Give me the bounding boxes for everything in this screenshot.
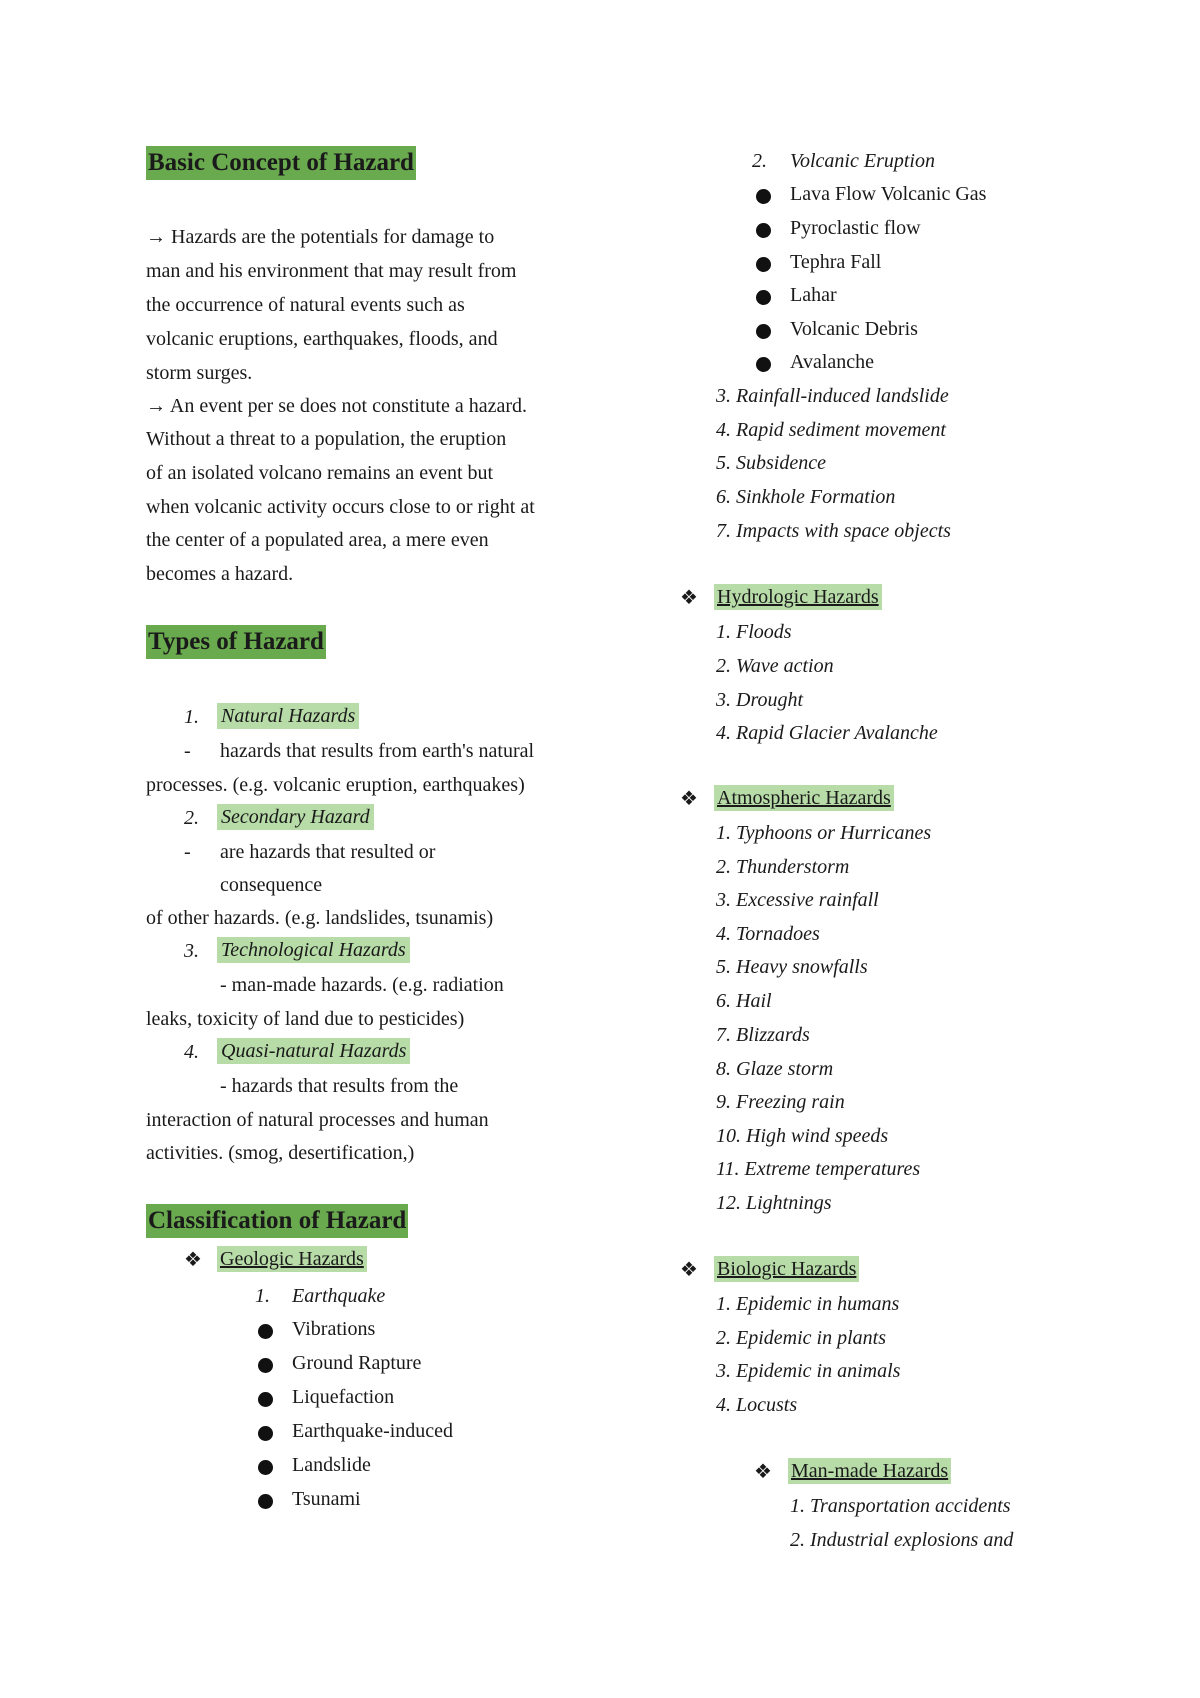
diamond-bullet-icon: ❖ [680,587,698,609]
heading-geologic-hazards: Geologic Hazards [217,1246,367,1272]
bullet-icon [258,1392,273,1407]
volcanic-item: Avalanche [790,351,875,373]
atmospheric-item: 5. Heavy snowfalls [716,956,868,978]
list-number: 2. [752,150,767,172]
atmospheric-item: 6. Hail [716,990,772,1012]
type-desc-line: activities. (smog, desertification,) [146,1142,415,1164]
hydrologic-item: 1. Floods [716,621,792,643]
type-desc-line: of other hazards. (e.g. landslides, tsunamis) [146,907,494,929]
type-desc-line: leaks, toxicity of land due to pesticides) [146,1008,465,1030]
geologic-item: 3. Rainfall-induced landslide [716,385,949,407]
type-desc-line: processes. (e.g. volcanic eruption, earthquakes) [146,774,525,796]
geologic-item: 7. Impacts with space objects [716,520,951,542]
paragraph-line: → An event per se does not constitute a hazard. [146,395,527,417]
volcanic-item: Lava Flow Volcanic Gas [790,183,987,205]
volcanic-item: Lahar [790,284,837,306]
type-desc-line: consequence [220,874,323,896]
hydrologic-item: 3. Drought [716,689,804,711]
type-number: 1. [184,706,199,728]
geologic-item: 6. Sinkhole Formation [716,486,896,508]
heading-types-of-hazard: Types of Hazard [146,625,326,659]
atmospheric-item: 9. Freezing rain [716,1091,845,1113]
paragraph-line: volcanic eruptions, earthquakes, floods, and [146,328,498,350]
diamond-bullet-icon: ❖ [680,788,698,810]
biologic-item: 1. Epidemic in humans [716,1293,900,1315]
bullet-icon [756,324,771,339]
paragraph-line: Without a threat to a population, the eruption [146,428,507,450]
heading-manmade-hazards: Man-made Hazards [788,1458,951,1484]
bullet-icon [756,257,771,272]
type-dash: - [184,740,191,762]
diamond-bullet-icon: ❖ [680,1259,698,1281]
earthquake-item: Liquefaction [292,1386,395,1408]
bullet-icon [756,290,771,305]
volcanic-label: Volcanic Eruption [790,150,935,172]
heading-classification: Classification of Hazard [146,1204,408,1238]
type-name-natural: Natural Hazards [217,703,359,729]
type-desc-line: hazards that results from earth's natural [220,740,535,762]
bullet-icon [258,1358,273,1373]
atmospheric-item: 3. Excessive rainfall [716,889,879,911]
hydrologic-item: 2. Wave action [716,655,834,677]
heading-biologic-hazards: Biologic Hazards [714,1256,859,1282]
type-number: 3. [184,940,199,962]
earthquake-item: Landslide [292,1454,371,1476]
type-name-technological: Technological Hazards [217,937,410,963]
atmospheric-item: 2. Thunderstorm [716,856,850,878]
bullet-icon [756,189,771,204]
paragraph-line: the center of a populated area, a mere even [146,529,489,551]
manmade-item: 1. Transportation accidents [790,1495,1011,1517]
bullet-icon [258,1494,273,1509]
manmade-item: 2. Industrial explosions and [790,1529,1014,1551]
bullet-icon [756,357,771,372]
atmospheric-item: 10. High wind speeds [716,1125,889,1147]
atmospheric-item: 8. Glaze storm [716,1058,834,1080]
paragraph-line: man and his environment that may result from [146,260,517,282]
paragraph-line: → Hazards are the potentials for damage to [146,226,495,248]
atmospheric-item: 12. Lightnings [716,1192,832,1214]
biologic-item: 4. Locusts [716,1394,798,1416]
earthquake-label: Earthquake [292,1285,386,1307]
earthquake-item: Ground Rapture [292,1352,422,1374]
earthquake-item: Earthquake-induced [292,1420,454,1442]
paragraph-line: the occurrence of natural events such as [146,294,465,316]
type-desc-line: are hazards that resulted or [220,841,436,863]
type-name-secondary: Secondary Hazard [217,804,374,830]
volcanic-item: Pyroclastic flow [790,217,921,239]
geologic-item: 4. Rapid sediment movement [716,419,946,441]
type-dash: - [184,841,191,863]
paragraph-line: becomes a hazard. [146,563,294,585]
heading-atmospheric-hazards: Atmospheric Hazards [714,785,894,811]
paragraph-line: storm surges. [146,362,253,384]
list-number: 1. [255,1285,270,1307]
bullet-icon [258,1426,273,1441]
biologic-item: 3. Epidemic in animals [716,1360,901,1382]
bullet-icon [258,1460,273,1475]
atmospheric-item: 1. Typhoons or Hurricanes [716,822,932,844]
atmospheric-item: 7. Blizzards [716,1024,810,1046]
atmospheric-item: 11. Extreme temperatures [716,1158,921,1180]
atmospheric-item: 4. Tornadoes [716,923,820,945]
earthquake-item: Vibrations [292,1318,376,1340]
type-desc-line: - hazards that results from the [220,1075,459,1097]
volcanic-item: Volcanic Debris [790,318,918,340]
type-number: 2. [184,807,199,829]
heading-basic-concept: Basic Concept of Hazard [146,146,416,180]
hydrologic-item: 4. Rapid Glacier Avalanche [716,722,938,744]
volcanic-item: Tephra Fall [790,251,882,273]
bullet-icon [756,223,771,238]
bullet-icon [258,1324,273,1339]
type-number: 4. [184,1041,199,1063]
heading-hydrologic-hazards: Hydrologic Hazards [714,584,882,610]
biologic-item: 2. Epidemic in plants [716,1327,886,1349]
earthquake-item: Tsunami [292,1488,361,1510]
type-desc-line: - man-made hazards. (e.g. radiation [220,974,504,996]
paragraph-line: of an isolated volcano remains an event but [146,462,494,484]
type-name-quasi-natural: Quasi-natural Hazards [217,1038,410,1064]
type-desc-line: interaction of natural processes and human [146,1109,489,1131]
paragraph-line: when volcanic activity occurs close to or right at [146,496,535,518]
diamond-bullet-icon: ❖ [754,1461,772,1483]
geologic-item: 5. Subsidence [716,452,826,474]
diamond-bullet-icon: ❖ [184,1249,202,1271]
